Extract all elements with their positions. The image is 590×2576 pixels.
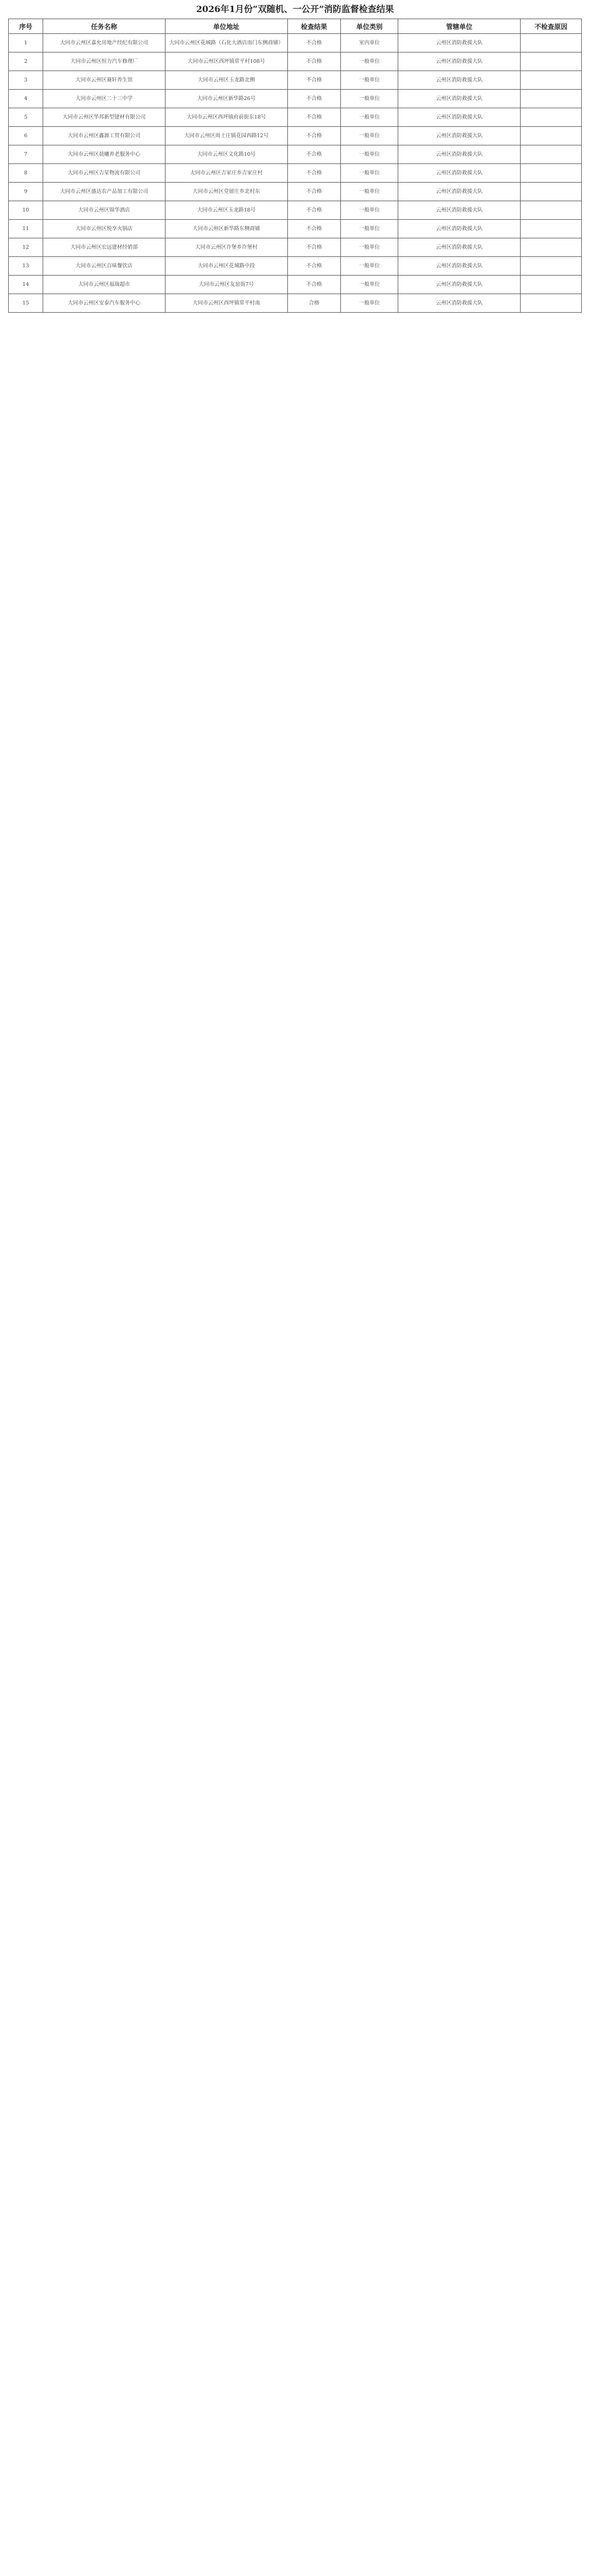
cell-seq: 3 <box>9 71 43 90</box>
cell-task-name: 大同市云州区华邦新型建材有限公司 <box>43 108 166 127</box>
cell-category: 一般单位 <box>341 201 398 220</box>
cell-category: 一般单位 <box>341 90 398 108</box>
cell-category: 一般单位 <box>341 257 398 276</box>
cell-seq: 14 <box>9 276 43 294</box>
cell-task-name: 大同市云州区百味餐饮店 <box>43 257 166 276</box>
cell-jurisdiction: 云州区消防救援大队 <box>398 294 521 313</box>
table-row <box>9 276 582 294</box>
cell-category: 一般单位 <box>341 183 398 201</box>
results-table <box>8 19 582 313</box>
cell-seq: 7 <box>9 145 43 164</box>
cell-category: 一般单位 <box>341 294 398 313</box>
cell-category: 一般单位 <box>341 164 398 183</box>
cell-result: 不合格 <box>287 201 340 220</box>
table-header-row <box>9 19 582 34</box>
table-row <box>9 90 582 108</box>
cell-jurisdiction: 云州区消防救援大队 <box>398 238 521 257</box>
cell-seq: 12 <box>9 238 43 257</box>
cell-seq: 1 <box>9 34 43 52</box>
table-row <box>9 220 582 238</box>
cell-task-name: 大同市云州区福瑞超市 <box>43 276 166 294</box>
cell-task-name: 大同市云州区二十三中学 <box>43 90 166 108</box>
cell-address: 大同市云州区西坪镇常平村南 <box>165 294 287 313</box>
header-reason: 不检查原因 <box>521 19 582 34</box>
cell-reason <box>521 238 582 257</box>
cell-reason <box>521 294 582 313</box>
cell-reason <box>521 127 582 145</box>
header-category: 单位类别 <box>341 19 398 34</box>
cell-task-name: 大同市云州区嘉允房地产经纪有限公司 <box>43 34 166 52</box>
cell-seq: 2 <box>9 52 43 71</box>
inspection-results-document <box>0 0 590 313</box>
cell-reason <box>521 108 582 127</box>
cell-result: 合格 <box>287 294 340 313</box>
header-seq: 序号 <box>9 19 43 34</box>
cell-seq: 11 <box>9 220 43 238</box>
table-row <box>9 108 582 127</box>
cell-reason <box>521 276 582 294</box>
cell-result: 不合格 <box>287 71 340 90</box>
cell-address: 大同市云州区许堡乡许堡村 <box>165 238 287 257</box>
cell-result: 不合格 <box>287 164 340 183</box>
cell-result: 不合格 <box>287 90 340 108</box>
cell-result: 不合格 <box>287 238 340 257</box>
header-jurisdiction: 管辖单位 <box>398 19 521 34</box>
cell-address: 大同市云州区西坪镇常平村108号 <box>165 52 287 71</box>
table-body <box>9 34 582 313</box>
cell-address: 大同市云州区党留庄乡北村东 <box>165 183 287 201</box>
cell-result: 不合格 <box>287 52 340 71</box>
cell-reason <box>521 71 582 90</box>
cell-category: 一般单位 <box>341 238 398 257</box>
cell-address: 大同市云州区花城路（石化大酒店南门东侧商铺） <box>165 34 287 52</box>
cell-seq: 15 <box>9 294 43 313</box>
cell-category: 一般单位 <box>341 276 398 294</box>
cell-result: 不合格 <box>287 276 340 294</box>
cell-reason <box>521 164 582 183</box>
cell-task-name: 大同市云州区鑫源工贸有限公司 <box>43 127 166 145</box>
cell-address: 大同市云州区吉家庄乡吉家庄村 <box>165 164 287 183</box>
cell-task-name: 大同市云州区恒力汽车修理厂 <box>43 52 166 71</box>
cell-task-name: 大同市云州区宏远建材经销部 <box>43 238 166 257</box>
cell-category: 一般单位 <box>341 52 398 71</box>
cell-result: 不合格 <box>287 34 340 52</box>
cell-category: 一般单位 <box>341 127 398 145</box>
cell-seq: 4 <box>9 90 43 108</box>
cell-jurisdiction: 云州区消防救援大队 <box>398 34 521 52</box>
table-row <box>9 127 582 145</box>
cell-category: 一般单位 <box>341 145 398 164</box>
cell-address: 大同市云州区新华路26号 <box>165 90 287 108</box>
cell-seq: 6 <box>9 127 43 145</box>
cell-address: 大同市云州区玉龙路北侧 <box>165 71 287 90</box>
cell-category: 一般单位 <box>341 220 398 238</box>
cell-result: 不合格 <box>287 108 340 127</box>
cell-category: 一般单位 <box>341 71 398 90</box>
cell-task-name: 大同市云州区安泰汽车服务中心 <box>43 294 166 313</box>
cell-address: 大同市云州区文化路10号 <box>165 145 287 164</box>
cell-address: 大同市云州区西坪镇府前街东18号 <box>165 108 287 127</box>
table-row <box>9 183 582 201</box>
cell-jurisdiction: 云州区消防救援大队 <box>398 90 521 108</box>
cell-reason <box>521 34 582 52</box>
table-row <box>9 294 582 313</box>
table-row <box>9 201 582 220</box>
cell-seq: 8 <box>9 164 43 183</box>
cell-task-name: 大同市云州区晨曦养老服务中心 <box>43 145 166 164</box>
header-address: 单位地址 <box>165 19 287 34</box>
cell-jurisdiction: 云州区消防救援大队 <box>398 52 521 71</box>
cell-seq: 13 <box>9 257 43 276</box>
cell-result: 不合格 <box>287 145 340 164</box>
cell-reason <box>521 183 582 201</box>
cell-jurisdiction: 云州区消防救援大队 <box>398 127 521 145</box>
header-result: 检查结果 <box>287 19 340 34</box>
cell-category: 室内单位 <box>341 34 398 52</box>
cell-reason <box>521 90 582 108</box>
table-row <box>9 52 582 71</box>
cell-jurisdiction: 云州区消防救援大队 <box>398 164 521 183</box>
table-row <box>9 145 582 164</box>
table-row <box>9 71 582 90</box>
cell-seq: 10 <box>9 201 43 220</box>
cell-reason <box>521 145 582 164</box>
header-task-name: 任务名称 <box>43 19 166 34</box>
cell-jurisdiction: 云州区消防救援大队 <box>398 220 521 238</box>
cell-jurisdiction: 云州区消防救援大队 <box>398 201 521 220</box>
cell-task-name: 大同市云州区赛轩养生馆 <box>43 71 166 90</box>
cell-jurisdiction: 云州区消防救援大队 <box>398 257 521 276</box>
cell-reason <box>521 52 582 71</box>
cell-reason <box>521 201 582 220</box>
cell-result: 不合格 <box>287 183 340 201</box>
cell-address: 大同市云州区友谊街7号 <box>165 276 287 294</box>
cell-task-name: 大同市云州区吉星物流有限公司 <box>43 164 166 183</box>
cell-seq: 9 <box>9 183 43 201</box>
cell-jurisdiction: 云州区消防救援大队 <box>398 108 521 127</box>
cell-reason <box>521 257 582 276</box>
cell-seq: 5 <box>9 108 43 127</box>
cell-address: 大同市云州区周士庄镇花园西路12号 <box>165 127 287 145</box>
cell-result: 不合格 <box>287 220 340 238</box>
cell-jurisdiction: 云州区消防救援大队 <box>398 276 521 294</box>
cell-address: 大同市云州区玉龙路18号 <box>165 201 287 220</box>
cell-jurisdiction: 云州区消防救援大队 <box>398 71 521 90</box>
cell-result: 不合格 <box>287 127 340 145</box>
cell-jurisdiction: 云州区消防救援大队 <box>398 183 521 201</box>
table-row <box>9 257 582 276</box>
cell-task-name: 大同市云州区锦华酒店 <box>43 201 166 220</box>
cell-task-name: 大同市云州区悦享火锅店 <box>43 220 166 238</box>
table-row <box>9 238 582 257</box>
cell-result: 不合格 <box>287 257 340 276</box>
page-title: 2026年1月份“双随机、一公开”消防监督检查结果 <box>196 4 394 14</box>
table-row <box>9 164 582 183</box>
cell-address: 大同市云州区新华路东侧商铺 <box>165 220 287 238</box>
cell-category: 一般单位 <box>341 108 398 127</box>
cell-task-name: 大同市云州区盛达农产品加工有限公司 <box>43 183 166 201</box>
cell-jurisdiction: 云州区消防救援大队 <box>398 145 521 164</box>
table-row <box>9 34 582 52</box>
cell-reason <box>521 220 582 238</box>
cell-address: 大同市云州区花城路中段 <box>165 257 287 276</box>
